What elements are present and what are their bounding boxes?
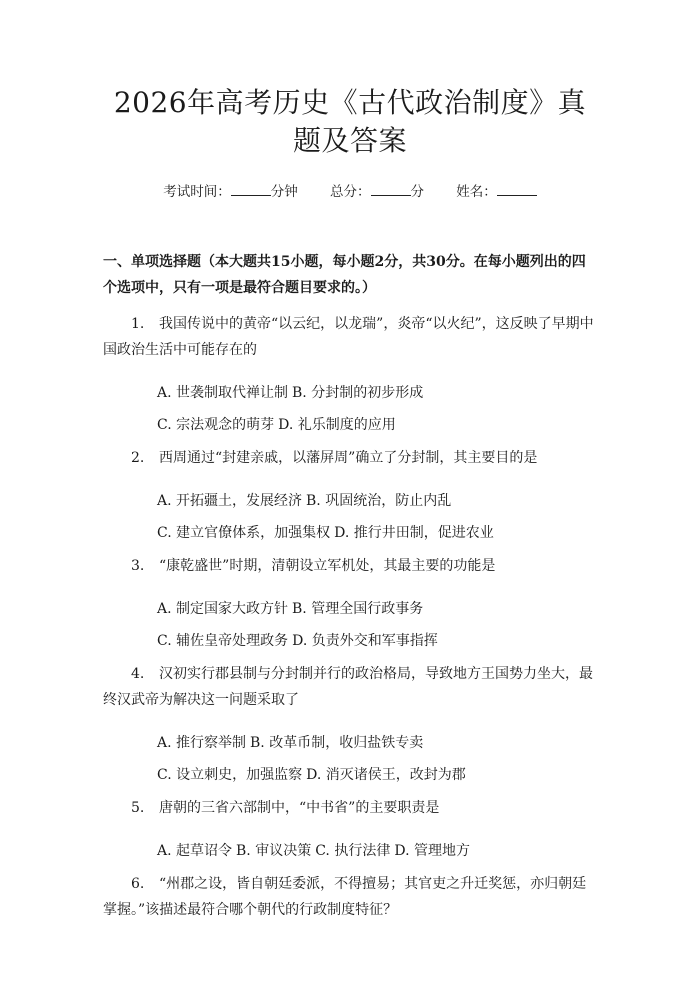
option-row — [103, 765, 597, 785]
question-number: 1. — [131, 316, 145, 332]
answer-option: D. 消灭诸侯王，改封为郡 — [306, 767, 466, 783]
answer-option: A. 开拓疆土，发展经济 — [157, 493, 303, 509]
exam-time-field — [163, 182, 298, 202]
answer-option: C. 执行法律 — [315, 843, 391, 859]
answer-option: C. 建立官僚体系，加强集权 — [157, 525, 331, 541]
exam-time-blank — [231, 183, 271, 196]
answer-option: B. 审议决策 — [236, 843, 312, 859]
answer-option: A. 制定国家大政方针 — [157, 601, 289, 617]
question-stem — [103, 553, 597, 579]
question-stem — [103, 661, 597, 713]
question-text: 我国传说中的黄帝“以云纪，以龙瑞”，炎帝“以火纪”，这反映了早期中国政治生活中可能存在的 — [103, 316, 594, 358]
exam-info-line — [103, 182, 597, 202]
question-stem — [103, 445, 597, 471]
total-score-label: 总分： — [330, 184, 371, 200]
question-stem — [103, 311, 597, 363]
question-number: 5. — [131, 800, 145, 816]
question-text: 西周通过“封建亲戚，以藩屏周”确立了分封制，其主要目的是 — [159, 450, 538, 466]
option-row — [103, 415, 597, 435]
question-number: 3. — [131, 558, 145, 574]
student-name-field — [456, 182, 537, 202]
option-row — [103, 599, 597, 619]
question-list — [103, 311, 597, 923]
question-text: “康乾盛世”时期，清朝设立军机处，其最主要的功能是 — [159, 558, 496, 574]
total-score-blank — [371, 183, 411, 196]
answer-option: D. 负责外交和军事指挥 — [292, 633, 438, 649]
option-row — [103, 523, 597, 543]
answer-option: C. 宗法观念的萌芽 — [157, 417, 275, 433]
question-number: 6. — [131, 876, 145, 892]
exam-time-label: 考试时间： — [163, 184, 231, 200]
answer-option: A. 推行察举制 — [157, 735, 247, 751]
answer-option: B. 管理全国行政事务 — [292, 601, 424, 617]
exam-time-unit: 分钟 — [270, 184, 298, 200]
answer-option: A. 世袭制取代禅让制 — [157, 385, 289, 401]
answer-option: C. 设立刺史，加强监察 — [157, 767, 303, 783]
option-row — [103, 733, 597, 753]
answer-option: C. 辅佐皇帝处理政务 — [157, 633, 289, 649]
question-number: 2. — [131, 450, 145, 466]
section-heading: 一、单项选择题（本大题共15小题，每小题2分，共30分。在每小题列出的四个选项中，只有一项是最符合题目要求的。） — [103, 254, 586, 296]
question-text: “州郡之设，皆自朝廷委派，不得擅易；其官吏之升迁奖惩，亦归朝廷掌握。”该描述最符合哪个朝代的行政制度特征？ — [103, 876, 587, 918]
answer-option: B. 巩固统治，防止内乱 — [306, 493, 452, 509]
answer-option: D. 礼乐制度的应用 — [278, 417, 396, 433]
question-stem — [103, 795, 597, 821]
total-score-field — [330, 182, 424, 202]
student-name-label: 姓名： — [456, 184, 497, 200]
page-title: 2026年高考历史《古代政治制度》真题及答案 — [113, 86, 587, 157]
answer-option: D. 管理地方 — [394, 843, 470, 859]
question-number: 4. — [131, 666, 145, 682]
answer-option: A. 起草诏令 — [157, 843, 233, 859]
option-row — [103, 631, 597, 651]
exam-page — [0, 84, 700, 989]
student-name-blank — [497, 183, 537, 196]
total-score-unit: 分 — [410, 184, 424, 200]
answer-option: D. 推行井田制，促进农业 — [334, 525, 494, 541]
option-row — [103, 841, 597, 861]
answer-option: B. 分封制的初步形成 — [292, 385, 424, 401]
question-text: 唐朝的三省六部制中，“中书省”的主要职责是 — [159, 800, 440, 816]
option-row — [103, 383, 597, 403]
question-stem — [103, 871, 597, 923]
question-text: 汉初实行郡县制与分封制并行的政治格局，导致地方王国势力坐大，最终汉武帝为解决这一问题采取了 — [103, 666, 593, 708]
option-row — [103, 491, 597, 511]
answer-option: B. 改革币制，收归盐铁专卖 — [250, 735, 424, 751]
